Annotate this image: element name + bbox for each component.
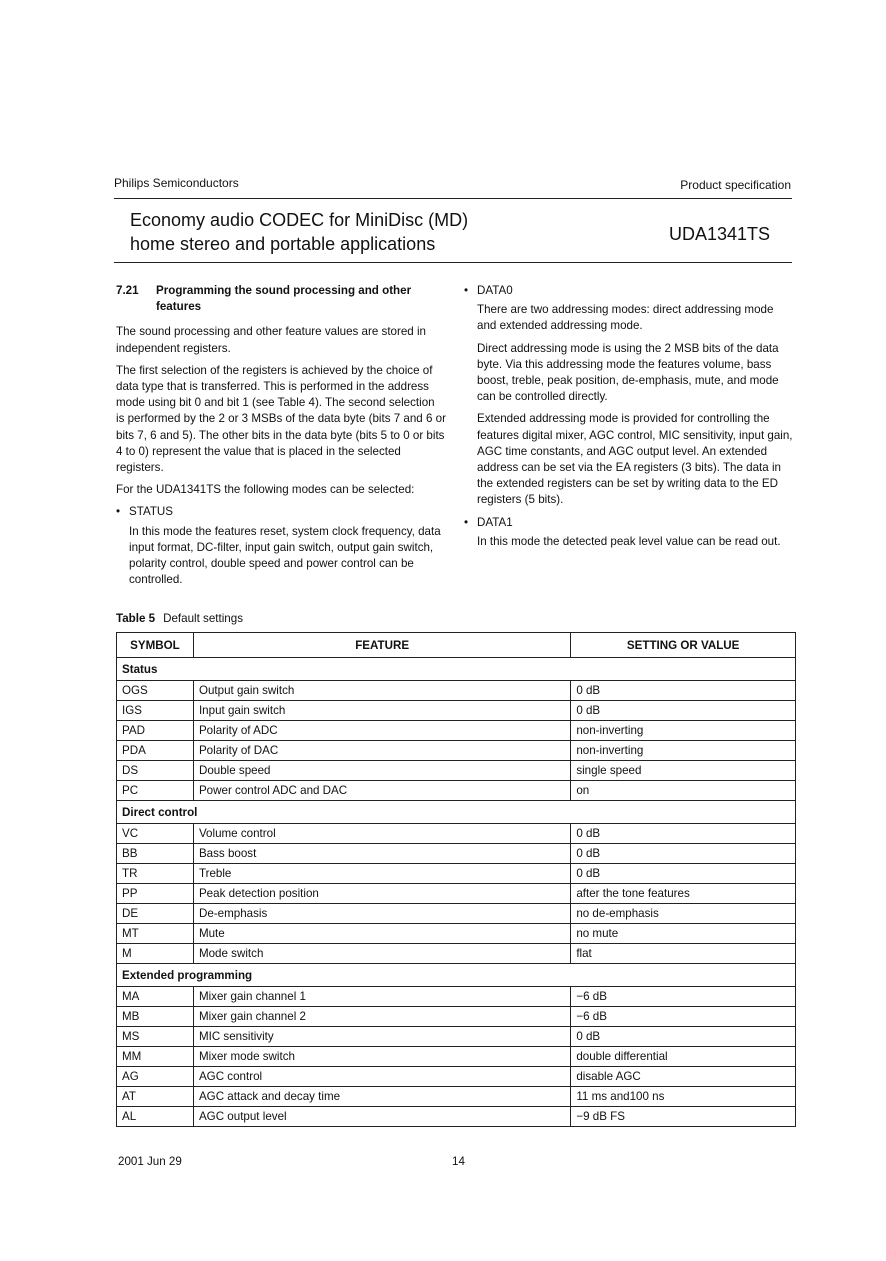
feature-cell: Treble [193,864,570,884]
table-caption-number: Table 5 [116,612,156,625]
column-header-feature: FEATURE [193,633,570,658]
setting-cell: flat [571,944,796,964]
document-type: Product specification [680,178,791,192]
symbol-cell: MT [117,924,194,944]
header-rule-bottom [114,262,792,263]
data0-paragraph-1: There are two addressing modes: direct addressing mode and extended addressing mode. [477,303,774,333]
bullet-label: DATA1 [477,515,513,529]
table-caption [116,612,243,625]
setting-cell: 0 dB [571,1027,796,1047]
table-row [117,1007,796,1027]
bullet-data1 [464,515,794,531]
setting-cell: 0 dB [571,681,796,701]
setting-cell: 0 dB [571,844,796,864]
feature-cell: AGC attack and decay time [193,1087,570,1107]
symbol-cell: MB [117,1007,194,1027]
table-caption-title: Default settings [163,612,244,625]
feature-cell: Polarity of DAC [193,741,570,761]
bullet-data0 [464,283,794,299]
symbol-cell: PP [117,884,194,904]
bullet-icon: • [464,284,469,297]
table-row [117,864,796,884]
setting-cell: double differential [571,1047,796,1067]
setting-cell: 0 dB [571,824,796,844]
setting-cell: non-inverting [571,721,796,741]
data0-paragraph-3: Extended addressing mode is provided for controlling the features digital mixer, AGC control, MIC sensitivity, input gain, AGC time constants, and AGC output level. An extended address can be set via the EA registers (3 bits). The data in the extended registers can be set by writing data to the ED registers (5 bits). [477,412,793,507]
feature-cell: Power control ADC and DAC [193,781,570,801]
title-line-1: Economy audio CODEC for MiniDisc (MD) [130,210,469,230]
feature-cell: Input gain switch [193,701,570,721]
feature-cell: Output gain switch [193,681,570,701]
bullet-status [116,504,446,520]
part-number: UDA1341TS [669,224,771,244]
feature-cell: Mixer gain channel 1 [193,987,570,1007]
table-row [117,1047,796,1067]
table-row [117,1087,796,1107]
symbol-cell: AG [117,1067,194,1087]
section-title: Programming the sound processing and other features [156,284,412,314]
feature-cell: Mixer gain channel 2 [193,1007,570,1027]
group-row [117,658,796,681]
table-row [117,1067,796,1087]
table-row [117,1027,796,1047]
feature-cell: Mode switch [193,944,570,964]
symbol-cell: VC [117,824,194,844]
group-row [117,801,796,824]
group-label: Extended programming [117,964,796,987]
table-row [117,987,796,1007]
setting-cell: no de-emphasis [571,904,796,924]
column-header-symbol: SYMBOL [117,633,194,658]
feature-cell: Volume control [193,824,570,844]
setting-cell: −6 dB [571,1007,796,1027]
feature-cell: Polarity of ADC [193,721,570,741]
bullet-icon: • [464,515,469,529]
group-row [117,964,796,987]
section-number: 7.21 [116,284,139,297]
setting-cell: disable AGC [571,1067,796,1087]
right-column [464,283,794,556]
setting-cell: on [571,781,796,801]
page-number: 14 [452,1155,465,1168]
table-row [117,721,796,741]
symbol-cell: PAD [117,721,194,741]
table-row [117,1107,796,1127]
feature-cell: De-emphasis [193,904,570,924]
paragraph-registers: The sound processing and other feature values are stored in independent registers. [116,325,427,355]
table-row [117,761,796,781]
feature-cell: Mixer mode switch [193,1047,570,1067]
symbol-cell: TR [117,864,194,884]
symbol-cell: AL [117,1107,194,1127]
feature-cell: AGC control [193,1067,570,1087]
data0-paragraph-2: Direct addressing mode is using the 2 MSB bits of the data byte. Via this addressing mode the features volume, bass boost, treble, peak position, de-emphasis, mute, and mode can be controlled directly. [477,341,779,404]
setting-cell: 11 ms and100 ns [571,1087,796,1107]
paragraph-modes: For the UDA1341TS the following modes can be selected: [116,483,415,497]
table-row [117,701,796,721]
bullet-icon: • [116,505,121,519]
symbol-cell: DE [117,904,194,924]
document-title [130,208,468,256]
feature-cell: MIC sensitivity [193,1027,570,1047]
setting-cell: after the tone features [571,884,796,904]
symbol-cell: MA [117,987,194,1007]
table-row [117,924,796,944]
setting-cell: −6 dB [571,987,796,1007]
setting-cell: −9 dB FS [571,1107,796,1127]
table-row [117,844,796,864]
symbol-cell: BB [117,844,194,864]
paragraph-selection: The first selection of the registers is achieved by the choice of data type that is transferred. This is performed in the address mode using bit 0 and bit 1 (see Table 4). The second selection is performed by the 2 or 3 MSBs of the data byte (bits 7 and 6 or bits 7, 6 and 5). The other bits in the data byte (bits 5 to 0 or bits 4 to 0) represent the value that is placed in the selected registers. [116,363,446,475]
title-line-2: home stereo and portable applications [130,234,436,254]
company-name: Philips Semiconductors [114,176,239,190]
feature-cell: Peak detection position [193,884,570,904]
group-label: Status [117,658,796,681]
section-heading [116,283,446,315]
feature-cell: AGC output level [193,1107,570,1127]
footer-date: 2001 Jun 29 [118,1155,182,1168]
symbol-cell: AT [117,1087,194,1107]
symbol-cell: PDA [117,741,194,761]
table-row [117,944,796,964]
bullet-label: DATA0 [477,284,513,297]
symbol-cell: IGS [117,701,194,721]
group-label: Direct control [117,801,796,824]
data1-paragraph: In this mode the detected peak level value can be read out. [477,534,781,548]
symbol-cell: MS [117,1027,194,1047]
setting-cell: no mute [571,924,796,944]
setting-cell: non-inverting [571,741,796,761]
column-header-setting: SETTING OR VALUE [571,633,796,658]
table-row [117,741,796,761]
header-rule-top [114,198,792,199]
table-row [117,904,796,924]
symbol-cell: DS [117,761,194,781]
bullet-label: STATUS [129,505,174,519]
symbol-cell: M [117,944,194,964]
table-header-row [117,633,796,658]
symbol-cell: MM [117,1047,194,1067]
table-row [117,824,796,844]
setting-cell: single speed [571,761,796,781]
table-row [117,884,796,904]
feature-cell: Double speed [193,761,570,781]
feature-cell: Mute [193,924,570,944]
setting-cell: 0 dB [571,864,796,884]
symbol-cell: OGS [117,681,194,701]
table-row [117,681,796,701]
left-column [116,283,446,594]
default-settings-table [116,632,796,1127]
symbol-cell: PC [117,781,194,801]
setting-cell: 0 dB [571,701,796,721]
status-description: In this mode the features reset, system clock frequency, data input format, DC-filter, input gain switch, output gain switch, polarity control, double speed and power control can be controlled. [129,524,441,587]
table-row [117,781,796,801]
feature-cell: Bass boost [193,844,570,864]
